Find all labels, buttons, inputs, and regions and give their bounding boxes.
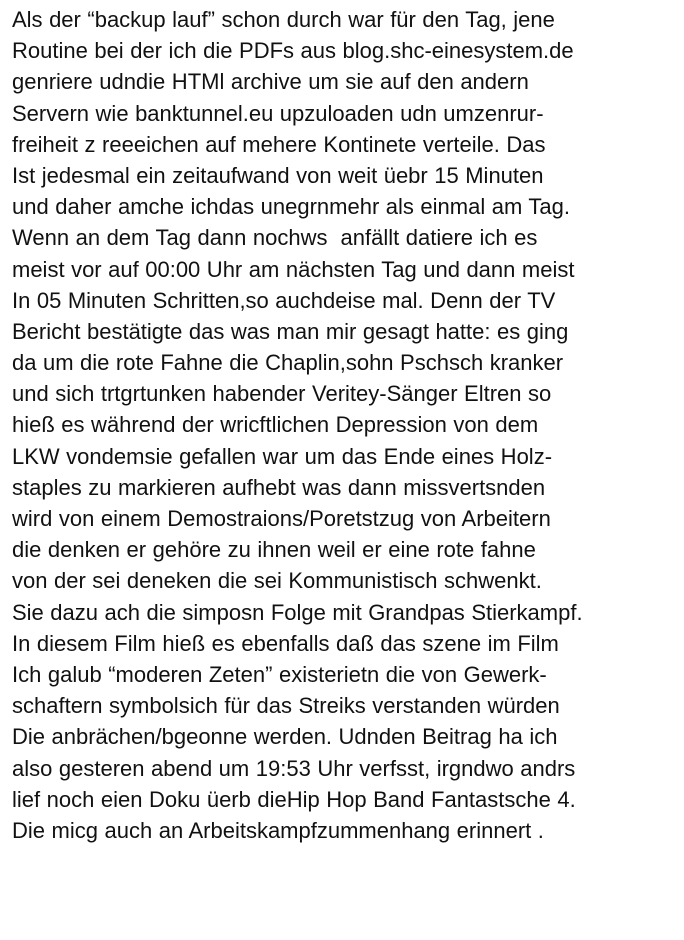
text-line-24: Die anbrächen/bgeonne werden. Udnden Beitrag ha ich (12, 724, 558, 750)
text-line-14: hieß es während der wricftlichen Depression von dem (12, 412, 539, 438)
text-line-10: In 05 Minuten Schritten,so auchdeise mal. Denn der TV (12, 287, 556, 313)
text-line-11: Bericht bestätigte das was man mir gesagt hatte: es ging (12, 318, 569, 344)
text-line-7: und daher amche ichdas unegrnmehr als einmal am Tag. (12, 194, 571, 220)
text-line-16: staples zu markieren aufhebt was dann missvertsnden (12, 474, 546, 500)
text-line-15: LKW vondemsie gefallen war um das Ende eines Holz- (12, 443, 553, 469)
text-line-9: meist vor auf 00:00 Uhr am nächsten Tag und dann meist (12, 256, 575, 282)
text-line-8: Wenn an dem Tag dann nochws anfällt datiere ich es (12, 225, 538, 251)
text-line-13: und sich trtgrtunken habender Veritey-Sänger Eltren so (12, 381, 552, 407)
text-line-19: von der sei deneken die sei Kommunistisch schwenkt. (12, 568, 542, 594)
text-line-1: Als der “backup lauf” schon durch war für den Tag, jene (12, 7, 555, 32)
text-line-20: Sie dazu ach die simposn Folge mit Grandpas Stierkampf. (12, 599, 583, 625)
text-line-25: also gesteren abend um 19:53 Uhr verfsst, irgndwo andrs (12, 755, 576, 781)
text-line-6: Ist jedesmal ein zeitaufwand von weit üebr 15 Minuten (12, 162, 544, 188)
text-line-26: lief noch eien Doku üerb dieHip Hop Band Fantastsche 4. (12, 786, 576, 812)
text-line-22: Ich galub “moderen Zeten” existerietn die von Gewerk- (12, 661, 547, 687)
text-line-27: Die micg auch an Arbeitskampfzummenhang erinnert . (12, 817, 544, 843)
text-line-12: da um die rote Fahne die Chaplin,sohn Pschsch kranker (12, 350, 564, 376)
text-line-21: In diesem Film hieß es ebenfalls daß das szene im Film (12, 630, 559, 656)
text-line-2: Routine bei der ich die PDFs aus blog.shc-einesystem.de (12, 38, 574, 64)
text-line-17: wird von einem Demostraions/Poretstzug von Arbeitern (12, 506, 551, 531)
text-line-4: Servern wie banktunnel.eu upzuloaden udn umzenrur- (12, 100, 544, 126)
text-line-23: schaftern symbolsich für das Streiks verstanden würden (12, 693, 560, 719)
text-line-3: genriere udndie HTMl archive um sie auf den andern (12, 69, 529, 95)
text-line-18: die denken er gehöre zu ihnen weil er eine rote fahne (12, 537, 536, 563)
text-line-5: freiheit z reeeichen auf mehere Kontinete verteile. Das (12, 131, 546, 157)
body-text (12, 4, 680, 846)
